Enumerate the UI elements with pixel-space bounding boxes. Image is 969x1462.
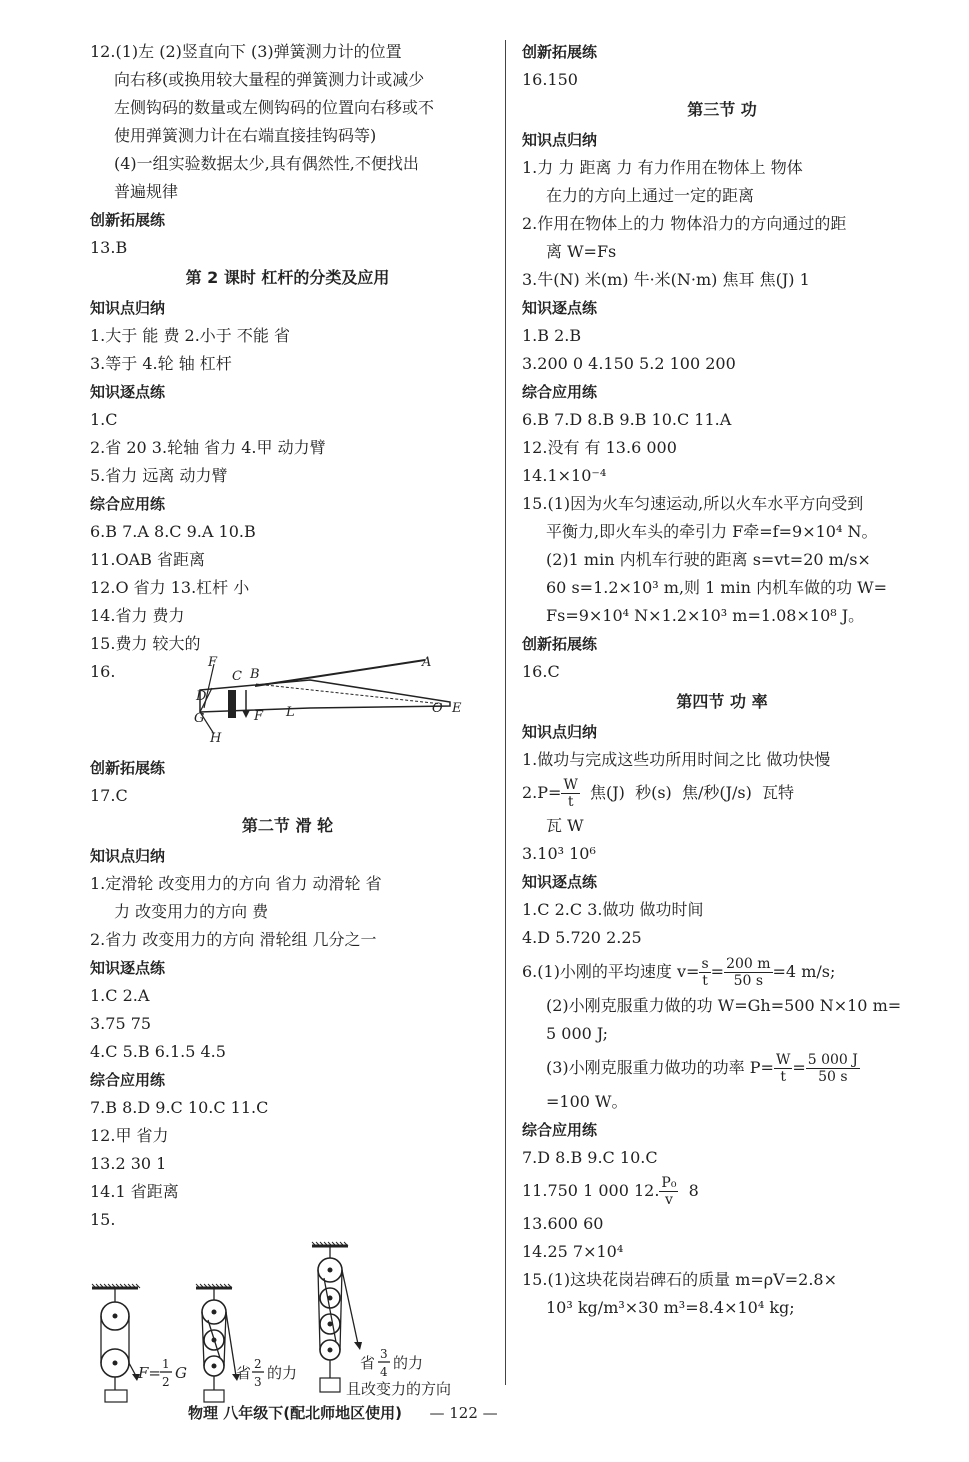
point-label: B	[250, 667, 260, 682]
answer-line: (4)一组实验数据太少,具有偶然性,不便找出	[114, 154, 419, 173]
pull-rope	[342, 1270, 358, 1344]
answer-line: 7.B 8.D 9.C 10.C 11.C	[90, 1098, 269, 1117]
equals-sign: =	[710, 962, 725, 981]
answer-line: 12.没有 有 13.6 000	[522, 438, 677, 457]
fraction	[659, 1175, 678, 1208]
answer-line: 4.C 5.B 6.1.5 4.5	[90, 1042, 226, 1061]
answer-line: 17.C	[90, 786, 128, 805]
fraction	[724, 956, 772, 989]
label-text: 且改变力的方向	[346, 1380, 452, 1398]
pulley-axle	[212, 1364, 217, 1369]
answer-line: 12.(1)左 (2)竖直向下 (3)弹簧测力计的位置	[90, 42, 402, 61]
answer-line: 3.10³ 10⁶	[522, 844, 596, 863]
answer-line: 60 s=1.2×10³ m,则 1 min 内机车做的功 W=	[546, 578, 888, 597]
pulley-axle	[328, 1348, 333, 1353]
answer-line: 16.C	[522, 662, 560, 681]
pulley-diagrams	[90, 1206, 480, 1406]
denominator: v	[664, 1192, 673, 1208]
rope	[340, 1270, 342, 1350]
answer-line: 2.省力 改变用力的方向 滑轮组 几分之一	[90, 930, 377, 949]
answer-line: 1.大于 能 费 2.小于 不能 省	[90, 326, 290, 345]
section-heading: 知识逐点练	[522, 873, 598, 891]
section-heading: 创新拓展练	[90, 211, 166, 229]
fraction-den: 3	[254, 1375, 262, 1389]
point-label: G	[194, 711, 205, 726]
section-heading: 知识点归纳	[90, 299, 166, 317]
book-title: 物理 八年级下(配北师地区使用)	[188, 1404, 402, 1422]
lever-handle	[255, 660, 425, 686]
pulley-axle	[113, 1314, 118, 1319]
answer-line: 14.25 7×10⁴	[522, 1242, 624, 1261]
answer-number: 16.	[90, 662, 116, 681]
answer-line: 1.B 2.B	[522, 326, 582, 345]
answer-line: 15.(1)这块花岗岩碑石的质量 m=ρV=2.8×	[522, 1270, 837, 1289]
answer-line: 3.等于 4.轮 轴 杠杆	[90, 354, 232, 373]
answer-line: 3.200 0 4.150 5.2 100 200	[522, 354, 736, 373]
lesson-title: 第三节 功	[687, 100, 757, 119]
formula-suffix: 8	[678, 1181, 699, 1200]
answer-number: 15.	[90, 1210, 116, 1229]
answer-line: 普遍规律	[114, 182, 179, 201]
point-label: L	[286, 705, 295, 720]
answer-line: 12.O 省力 13.杠杆 小	[90, 578, 250, 597]
point-label: D	[196, 689, 207, 704]
lever-body	[200, 680, 450, 712]
label-text: 的力	[267, 1364, 298, 1382]
fraction	[806, 1052, 860, 1085]
fraction	[699, 956, 710, 989]
answer-line: 1.C	[90, 410, 118, 429]
answer-line: 1.C 2.A	[90, 986, 150, 1005]
numerator: 5 000 J	[807, 1052, 858, 1068]
answer-line: 5 000 J;	[546, 1024, 609, 1043]
answer-line: 平衡力,即火车头的牵引力 F牵=f=9×10⁴ N。	[546, 522, 878, 541]
answer-line: 3.75 75	[90, 1014, 152, 1033]
fraction-num: 3	[380, 1347, 388, 1361]
answer-line: 1.做功与完成这些功所用时间之比 做功快慢	[522, 750, 831, 769]
fraction-num: 1	[162, 1357, 170, 1371]
section-heading: 知识点归纳	[90, 847, 166, 865]
section-heading: 知识点归纳	[522, 131, 598, 149]
answer-line: 力 改变用力的方向 费	[114, 902, 269, 921]
formula-line	[522, 1172, 922, 1210]
numerator: s	[701, 956, 709, 972]
answer-line: 6.B 7.D 8.B 9.B 10.C 11.A	[522, 410, 732, 429]
force-F1-head	[242, 710, 250, 718]
weight-box	[105, 1390, 127, 1402]
formula-line	[522, 774, 922, 812]
answer-line: =100 W。	[546, 1092, 628, 1111]
formula-prefix: 6.(1)小刚的平均速度 v=	[522, 962, 700, 981]
lever-diagram	[170, 650, 470, 746]
section-heading: 创新拓展练	[522, 43, 598, 61]
pulley-axle	[113, 1361, 118, 1366]
numerator: W	[563, 777, 578, 793]
right-column	[522, 38, 922, 1322]
numerator: 200 m	[726, 956, 771, 972]
numerator: W	[775, 1052, 791, 1068]
lever-diagram-item	[90, 655, 485, 754]
fraction	[774, 1052, 792, 1085]
section-heading: 创新拓展练	[90, 759, 166, 777]
fraction-num: 2	[254, 1357, 262, 1371]
answer-line: 1.C 2.C 3.做功 做功时间	[522, 900, 704, 919]
formula-text: F=	[138, 1364, 161, 1382]
answer-line: 离 W=Fs	[546, 242, 617, 261]
section-heading: 创新拓展练	[522, 635, 598, 653]
pull-arrow	[354, 1342, 362, 1350]
answer-line: (2)小刚克服重力做的功 W=Gh=500 N×10 m=	[546, 996, 902, 1015]
answer-line: 2.省 20 3.轮轴 省力 4.甲 动力臂	[90, 438, 326, 457]
point-label: C	[232, 669, 242, 684]
column-divider	[505, 40, 506, 1385]
answer-line: 11.OAB 省距离	[90, 550, 205, 569]
moment-arm-L1	[256, 684, 442, 704]
section-heading: 知识点归纳	[522, 723, 598, 741]
section-heading: 知识逐点练	[522, 299, 598, 317]
denominator: 50 s	[733, 973, 764, 989]
fulcrum-block	[228, 690, 236, 718]
lesson-title: 第 2 课时 杠杆的分类及应用	[185, 268, 390, 287]
formula-line	[522, 952, 922, 992]
pull-rope	[226, 1312, 236, 1376]
point-label: E	[452, 701, 462, 716]
answer-line: 1.定滑轮 改变用力的方向 省力 动滑轮 省	[90, 874, 382, 893]
formula-suffix: =4 m/s;	[772, 962, 836, 981]
answer-line: 14.1×10⁻⁴	[522, 466, 607, 485]
formula-prefix: (3)小刚克服重力做功的功率 P=	[546, 1058, 774, 1077]
answer-line: 13.600 60	[522, 1214, 604, 1233]
answer-line: 6.B 7.A 8.C 9.A 10.B	[90, 522, 256, 541]
answer-line: 1.力 力 距离 力 有力作用在物体上 物体	[522, 158, 803, 177]
point-label: H	[210, 731, 222, 746]
fraction	[561, 777, 579, 810]
label-text: 省	[360, 1354, 376, 1372]
rope	[208, 1320, 220, 1358]
answer-line: 14.省力 费力	[90, 606, 185, 625]
answer-line: 15.费力 较大的	[90, 634, 201, 653]
formula-prefix: 2.P=	[522, 783, 562, 802]
section-heading: 综合应用练	[522, 1121, 598, 1139]
formula-suffix: 焦(J) 秒(s) 焦/秒(J/s) 瓦特	[579, 783, 795, 802]
answer-line: 7.D 8.B 9.C 10.C	[522, 1148, 658, 1167]
answer-line: 16.150	[522, 70, 578, 89]
section-heading: 综合应用练	[90, 1071, 166, 1089]
denominator: t	[780, 1069, 786, 1085]
weight-box	[204, 1390, 224, 1402]
rope	[318, 1270, 320, 1350]
fraction-den: 4	[380, 1365, 388, 1379]
formula-prefix: 11.750 1 000 12.	[522, 1181, 660, 1200]
answer-line: 3.牛(N) 米(m) 牛·米(N·m) 焦耳 焦(J) 1	[522, 270, 810, 289]
answer-line: (2)1 min 内机车行驶的距离 s=vt=20 m/s×	[546, 550, 871, 569]
lesson-title: 第二节 滑 轮	[241, 816, 334, 835]
numerator: P₀	[661, 1175, 677, 1191]
answer-line: 15.(1)因为火车匀速运动,所以火车水平方向受到	[522, 494, 864, 513]
left-column	[90, 38, 485, 1406]
formula-text: G	[175, 1364, 187, 1382]
answer-line: 2.作用在物体上的力 物体沿力的方向通过的距	[522, 214, 847, 233]
answer-line: Fs=9×10⁴ N×1.2×10³ m=1.08×10⁸ J。	[546, 606, 865, 625]
section-heading: 综合应用练	[522, 383, 598, 401]
answer-line: 向右移(或换用较大量程的弹簧测力计或减少	[114, 70, 425, 89]
answer-line: 13.2 30 1	[90, 1154, 167, 1173]
answer-line: 10³ kg/m³×30 m³=8.4×10⁴ kg;	[546, 1298, 795, 1317]
fraction-den: 2	[162, 1375, 170, 1389]
lesson-title: 第四节 功 率	[676, 692, 768, 711]
pulley-axle	[212, 1310, 217, 1315]
section-heading: 综合应用练	[90, 495, 166, 513]
answer-line: 在力的方向上通过一定的距离	[546, 186, 755, 205]
page-number: — 122 —	[429, 1404, 498, 1422]
pulley-axle	[328, 1268, 333, 1273]
answer-line: 左侧钩码的数量或左侧钩码的位置向右移或不	[114, 98, 435, 117]
answer-line: 14.1 省距离	[90, 1182, 179, 1201]
answer-line: 4.D 5.720 2.25	[522, 928, 642, 947]
label-text: 省	[236, 1364, 252, 1382]
answer-line: 13.B	[90, 238, 128, 257]
denominator: 50 s	[818, 1069, 848, 1085]
denominator: t	[702, 973, 708, 989]
page-footer	[188, 1402, 748, 1423]
denominator: t	[567, 794, 574, 810]
answer-line: 12.甲 省力	[90, 1126, 169, 1145]
weight-box	[320, 1378, 340, 1392]
equals-sign: =	[792, 1058, 806, 1077]
answer-line: 5.省力 远离 动力臂	[90, 466, 228, 485]
point-label: O	[432, 701, 443, 716]
section-heading: 知识逐点练	[90, 383, 166, 401]
point-label: F	[254, 709, 264, 724]
section-heading: 知识逐点练	[90, 959, 166, 977]
point-label: A	[422, 655, 432, 670]
pulley-diagram-item	[90, 1206, 485, 1406]
point-label: F	[208, 655, 218, 670]
answer-line: 瓦 W	[546, 816, 584, 835]
formula-line	[522, 1048, 922, 1088]
label-text: 的力	[393, 1354, 424, 1372]
answer-line: 使用弹簧测力计在右端直接挂钩码等)	[114, 126, 377, 145]
